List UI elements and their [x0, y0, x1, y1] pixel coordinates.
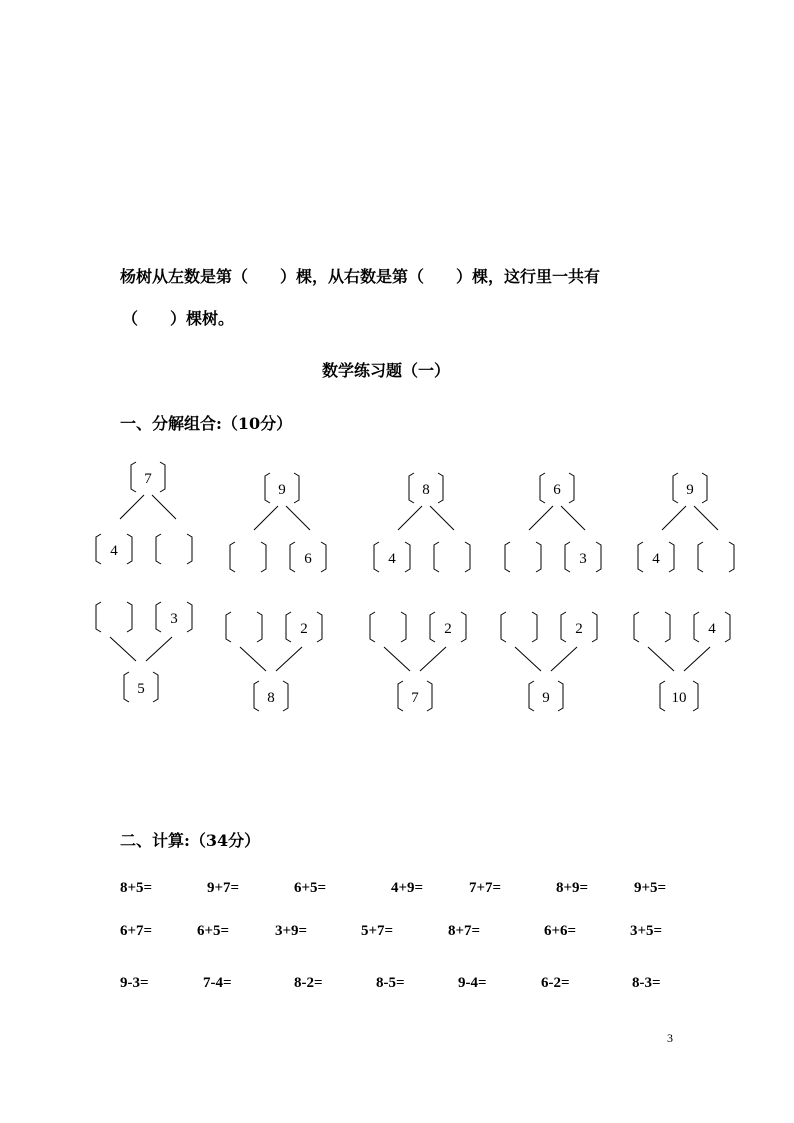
right-box: [290, 542, 326, 572]
top-box: [131, 462, 165, 492]
box-number: 3: [170, 611, 178, 627]
box-right-bracket: [729, 542, 734, 572]
branch-line-right: [561, 506, 585, 530]
box-number: 4: [708, 621, 716, 637]
box-number: 6: [553, 482, 561, 498]
box-left-bracket: [96, 602, 101, 632]
calc-item: 6+6=: [544, 923, 577, 939]
left-box: [374, 542, 410, 572]
box-number: 4: [110, 543, 118, 559]
join-line-left: [515, 647, 541, 671]
box-left-bracket: [634, 612, 639, 642]
left-box: [230, 542, 266, 572]
box-right-bracket: [536, 542, 541, 572]
join-line-left: [240, 647, 266, 671]
box-right-bracket: [461, 612, 466, 642]
box-number: 2: [575, 621, 583, 637]
calc-item: 8+7=: [448, 923, 481, 939]
compose-tree: [501, 612, 597, 711]
calc-item: 9+7=: [207, 880, 240, 896]
box-left-bracket: [96, 534, 101, 564]
box-left-bracket: [131, 462, 136, 492]
section-2-heading: 二、计算:（34分）: [120, 831, 261, 850]
box-left-bracket: [430, 612, 435, 642]
box-left-bracket: [370, 612, 375, 642]
calc-item: 3+9=: [275, 923, 308, 939]
box-left-bracket: [698, 542, 703, 572]
compose-tree: [370, 612, 466, 711]
box-left-bracket: [638, 542, 643, 572]
box-number: 2: [300, 621, 308, 637]
branch-line-left: [398, 506, 422, 530]
box-left-bracket: [290, 542, 295, 572]
top-box: [540, 473, 574, 503]
calc-item: 8-3=: [632, 975, 661, 991]
box-left-bracket: [540, 473, 545, 503]
box-right-bracket: [257, 612, 262, 642]
box-left-bracket: [660, 681, 665, 711]
left-box: [226, 612, 262, 642]
box-left-bracket: [673, 473, 678, 503]
box-number: 5: [137, 681, 145, 697]
calc-item: 9+5=: [634, 880, 667, 896]
branch-line-left: [254, 506, 278, 530]
calc-item: 8+5=: [120, 880, 153, 896]
box-left-bracket: [529, 681, 534, 711]
box-number: 9: [278, 482, 286, 498]
box-left-bracket: [694, 612, 699, 642]
compose-tree: [226, 612, 322, 711]
calc-item: 7-4=: [203, 975, 232, 991]
top-box: [409, 473, 443, 503]
box-right-bracket: [401, 612, 406, 642]
box-right-bracket: [294, 473, 299, 503]
box-right-bracket: [160, 462, 165, 492]
branch-line-right: [694, 506, 718, 530]
box-number: 4: [652, 551, 660, 567]
box-left-bracket: [398, 681, 403, 711]
top-box: [673, 473, 707, 503]
decompose-tree: [96, 462, 192, 564]
right-box: [156, 534, 192, 564]
compose-tree: [634, 612, 730, 711]
branch-line-left: [120, 495, 144, 519]
box-number: 6: [304, 551, 312, 567]
box-right-bracket: [725, 612, 730, 642]
calc-item: 9-3=: [120, 975, 149, 991]
bottom-box: [529, 681, 563, 711]
calc-item: 8-2=: [294, 975, 323, 991]
bottom-box: [398, 681, 432, 711]
box-left-bracket: [156, 602, 161, 632]
right-box: [434, 542, 470, 572]
decompose-tree: [505, 473, 601, 572]
box-left-bracket: [156, 534, 161, 564]
composition-trees: [96, 602, 730, 711]
calc-item: 6+5=: [197, 923, 230, 939]
box-left-bracket: [286, 612, 291, 642]
right-box: [561, 612, 597, 642]
box-left-bracket: [565, 542, 570, 572]
box-number: 7: [411, 690, 419, 706]
top-box: [265, 473, 299, 503]
box-left-bracket: [409, 473, 414, 503]
box-left-bracket: [561, 612, 566, 642]
box-right-bracket: [127, 602, 132, 632]
right-box: [156, 602, 192, 632]
box-left-bracket: [374, 542, 379, 572]
box-left-bracket: [501, 612, 506, 642]
box-right-bracket: [702, 473, 707, 503]
bottom-box: [254, 681, 288, 711]
box-left-bracket: [434, 542, 439, 572]
box-right-bracket: [321, 542, 326, 572]
decompose-tree: [230, 473, 326, 572]
box-right-bracket: [569, 473, 574, 503]
branch-line-right: [286, 506, 310, 530]
right-box: [286, 612, 322, 642]
box-left-bracket: [226, 612, 231, 642]
join-line-right: [684, 647, 710, 671]
decompose-tree: [374, 473, 470, 572]
bottom-box: [124, 672, 158, 702]
box-left-bracket: [230, 542, 235, 572]
box-number: 10: [671, 690, 687, 706]
box-right-bracket: [261, 542, 266, 572]
box-number: 9: [686, 482, 694, 498]
right-box: [694, 612, 730, 642]
bottom-box: [660, 681, 698, 711]
left-box: [96, 534, 132, 564]
box-number: 7: [144, 471, 152, 487]
calc-item: 3+5=: [630, 923, 663, 939]
page-number: 3: [667, 1031, 673, 1045]
calc-item: 6-2=: [541, 975, 570, 991]
intro-line-2: （ ）棵树。: [122, 309, 235, 328]
calc-item: 9-4=: [458, 975, 487, 991]
box-right-bracket: [127, 534, 132, 564]
box-number: 9: [542, 690, 550, 706]
box-number: 4: [388, 551, 396, 567]
box-right-bracket: [465, 542, 470, 572]
right-box: [565, 542, 601, 572]
right-box: [698, 542, 734, 572]
intro-line-1: 杨树从左数是第（ ）棵，从右数是第（ ）棵，这行里一共有: [120, 267, 601, 286]
left-box: [505, 542, 541, 572]
branch-line-right: [430, 506, 454, 530]
branch-line-left: [529, 506, 553, 530]
join-line-right: [146, 637, 172, 661]
compose-tree: [96, 602, 192, 702]
join-line-left: [648, 647, 674, 671]
left-box: [634, 612, 670, 642]
box-right-bracket: [592, 612, 597, 642]
box-left-bracket: [505, 542, 510, 572]
join-line-right: [551, 647, 577, 671]
box-left-bracket: [265, 473, 270, 503]
page-title: 数学练习题（一）: [322, 361, 451, 380]
box-right-bracket: [187, 534, 192, 564]
calc-item: 5+7=: [361, 923, 394, 939]
box-number: 8: [267, 690, 275, 706]
join-line-left: [110, 637, 136, 661]
right-box: [430, 612, 466, 642]
decompose-tree: [638, 473, 734, 572]
calc-item: 7+7=: [469, 880, 502, 896]
decomposition-trees: [96, 462, 734, 572]
box-right-bracket: [187, 602, 192, 632]
join-line-left: [384, 647, 410, 671]
calc-item: 8-5=: [376, 975, 405, 991]
join-line-right: [276, 647, 302, 671]
box-number: 3: [579, 551, 587, 567]
branch-line-left: [662, 506, 686, 530]
box-right-bracket: [405, 542, 410, 572]
box-left-bracket: [124, 672, 129, 702]
box-right-bracket: [317, 612, 322, 642]
box-right-bracket: [669, 542, 674, 572]
box-number: 8: [422, 482, 430, 498]
section-1-heading: 一、分解组合:（10分）: [120, 414, 293, 433]
calc-row-1: [0, 880, 794, 902]
box-right-bracket: [558, 681, 563, 711]
branch-line-right: [152, 495, 176, 519]
box-number: 2: [444, 621, 452, 637]
left-box: [96, 602, 132, 632]
box-left-bracket: [254, 681, 259, 711]
box-right-bracket: [693, 681, 698, 711]
box-right-bracket: [283, 681, 288, 711]
box-right-bracket: [427, 681, 432, 711]
calc-row-3: [0, 975, 794, 997]
box-right-bracket: [153, 672, 158, 702]
box-right-bracket: [665, 612, 670, 642]
calc-item: 8+9=: [556, 880, 589, 896]
box-right-bracket: [532, 612, 537, 642]
box-right-bracket: [438, 473, 443, 503]
left-box: [370, 612, 406, 642]
calc-item: 6+7=: [120, 923, 153, 939]
join-line-right: [420, 647, 446, 671]
left-box: [501, 612, 537, 642]
calc-row-2: [0, 923, 794, 945]
box-right-bracket: [596, 542, 601, 572]
left-box: [638, 542, 674, 572]
calc-item: 6+5=: [294, 880, 327, 896]
calc-item: 4+9=: [391, 880, 424, 896]
